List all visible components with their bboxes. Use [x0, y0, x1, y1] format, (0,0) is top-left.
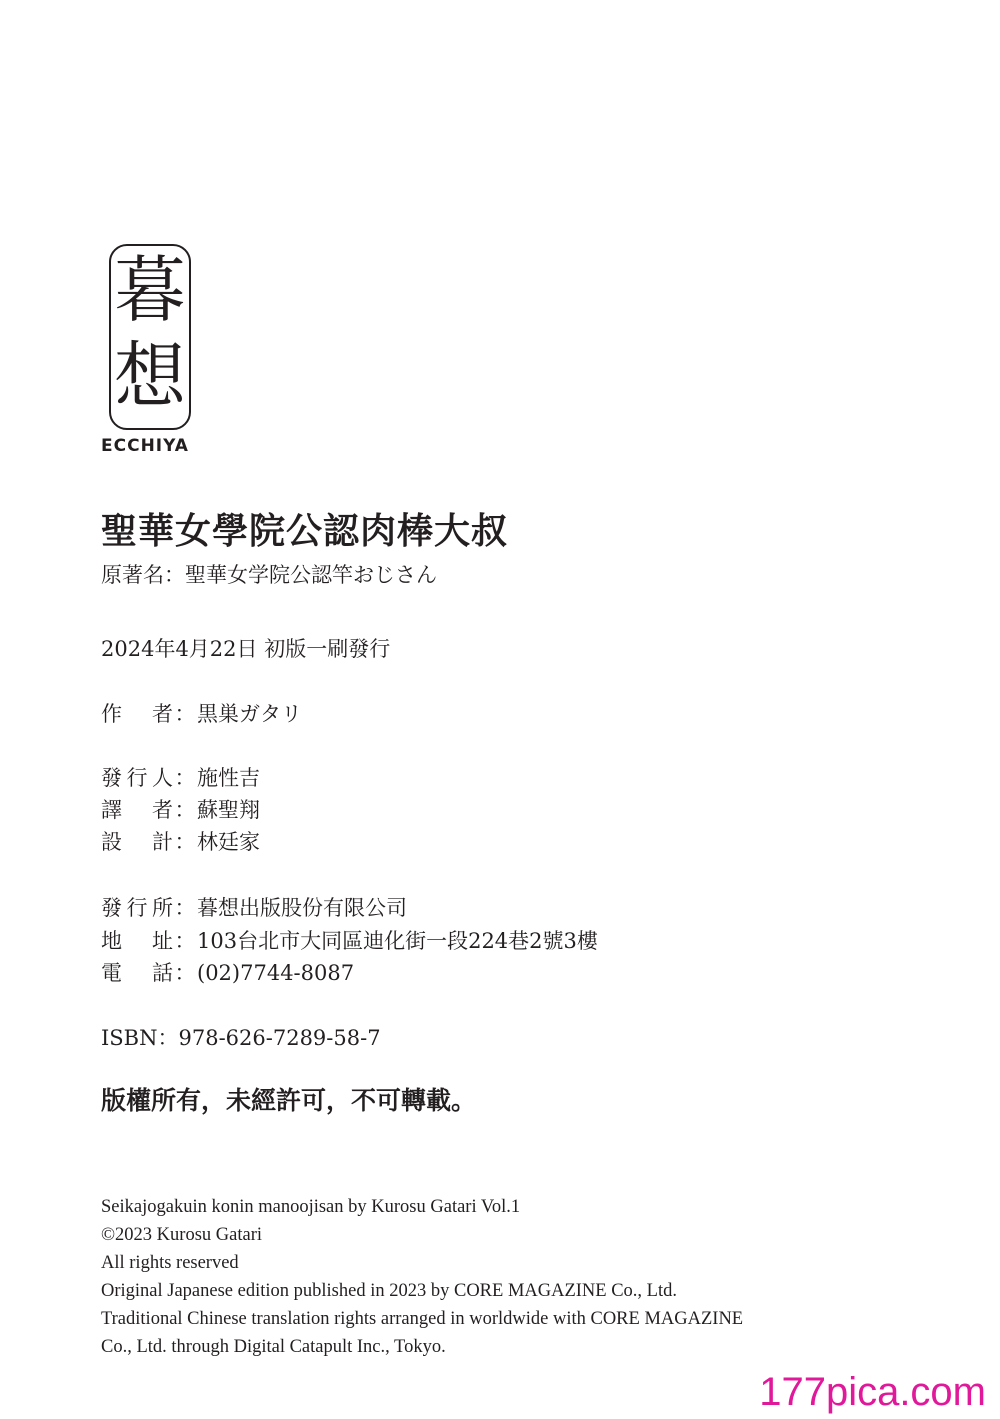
- isbn: ISBN：978-626-7289-58-7: [101, 1026, 381, 1050]
- logo-char-1: 暮: [113, 248, 186, 332]
- logo-wordmark: ECCHIYA: [101, 436, 189, 456]
- publisher-person-value: 施性吉: [197, 766, 260, 790]
- rights-notice: 版權所有，未經許可，不可轉載。: [101, 1086, 477, 1115]
- publisher-person-label: 發行人: [101, 766, 173, 790]
- phone-value: (02)7744-8087: [197, 961, 355, 985]
- english-line-2: ©2023 Kurosu Gatari: [101, 1225, 262, 1245]
- author-value: 黒巣ガタリ: [197, 702, 302, 726]
- designer-row: 設計：林廷家: [101, 830, 260, 854]
- book-title: 聖華女學院公認肉棒大叔: [101, 511, 509, 552]
- english-line-4: Original Japanese edition published in 2023 by CORE MAGAZINE Co., Ltd.: [101, 1281, 678, 1301]
- designer-label: 設計: [101, 830, 173, 854]
- english-line-6: Co., Ltd. through Digital Catapult Inc., Tokyo.: [101, 1337, 446, 1357]
- english-line-1: Seikajogakuin konin manoojisan by Kurosu Gatari Vol.1: [101, 1197, 521, 1217]
- translator-value: 蘇聖翔: [197, 798, 260, 822]
- designer-value: 林廷家: [197, 830, 260, 854]
- address-row: 地址：103台北市大同區迪化街一段224巷2號3樓: [101, 929, 598, 953]
- company-row: 發行所：暮想出版股份有限公司: [101, 896, 407, 920]
- translator-label: 譯者: [101, 798, 173, 822]
- address-label: 地址: [101, 929, 173, 953]
- author-label: 作者: [101, 702, 173, 726]
- company-value: 暮想出版股份有限公司: [197, 896, 407, 920]
- original-title: 原著名：聖華女学院公認竿おじさん: [101, 563, 437, 587]
- publisher-person-row: 發行人：施性吉: [101, 766, 260, 790]
- english-line-5: Traditional Chinese translation rights arranged in worldwide with CORE MAGAZINE: [101, 1309, 744, 1329]
- phone-row: 電話：(02)7744-8087: [101, 961, 355, 985]
- english-copyright-block: [101, 1193, 743, 1361]
- watermark: 177pica.com: [759, 1370, 986, 1414]
- author-row: 作者：黒巣ガタリ: [101, 702, 302, 726]
- phone-label: 電話: [101, 961, 173, 985]
- english-line-3: All rights reserved: [101, 1253, 239, 1273]
- company-label: 發行所: [101, 896, 173, 920]
- address-value: 103台北市大同區迪化街一段224巷2號3樓: [197, 929, 598, 953]
- edition-info: 2024年4月22日 初版一刷發行: [101, 637, 391, 661]
- translator-row: 譯者：蘇聖翔: [101, 798, 260, 822]
- logo-char-2: 想: [113, 334, 186, 418]
